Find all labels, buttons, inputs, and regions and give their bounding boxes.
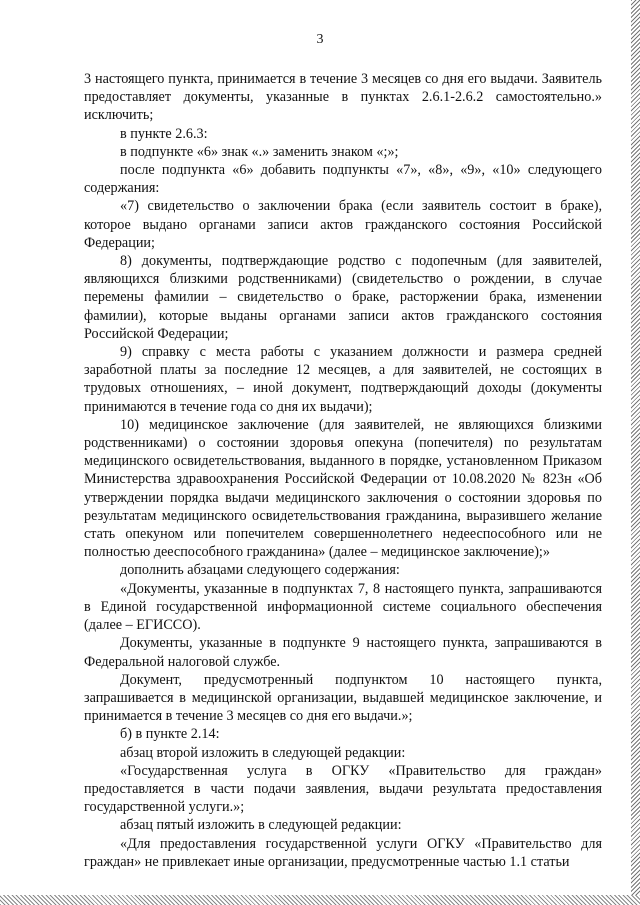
paragraph: 9) справку с места работы с указанием должности и размера средней заработной платы за последние 12 месяцев, а для заявителей, не состоящих в трудовых отношениях, – иной документ, подтверждающий доходы (документы принимаются в течение года со дня их выдачи); xyxy=(84,344,602,415)
paragraph: б) в пункте 2.14: xyxy=(120,726,220,743)
paragraph: «Документы, указанные в подпунктах 7, 8 настоящего пункта, запрашиваются в Единой государственной информационной системе социального обеспечения (далее – ЕГИССО). xyxy=(84,580,602,634)
paragraph: дополнить абзацами следующего содержания: xyxy=(120,562,400,579)
page-number: 3 xyxy=(316,32,324,47)
scan-edge-bottom xyxy=(0,895,640,905)
paragraph: Документ, предусмотренный подпунктом 10 настоящего пункта, запрашивается в медицинской организации, выдавшей медицинское заключение, и принимается в течение 3 месяцев со дня его выдачи.»; xyxy=(84,671,602,725)
paragraph: 3 настоящего пункта, принимается в течение 3 месяцев со дня его выдачи. Заявитель предоставляет документы, указанные в пунктах 2.6.1-2.6.2 самостоятельно.» исключить; xyxy=(84,71,602,124)
paragraph: в пункте 2.6.3: xyxy=(120,125,208,142)
scan-edge-right xyxy=(631,0,640,905)
paragraph: «7) свидетельство о заключении брака (если заявитель состоит в браке), которое выдано органами записи актов гражданского состояния Российской Федерации; xyxy=(84,198,602,251)
paragraph: после подпункта «6» добавить подпункты «7», «8», «9», «10» следующего содержания: xyxy=(84,162,602,197)
paragraph: в подпункте «6» знак «.» заменить знаком «;»; xyxy=(120,143,399,160)
paragraph: 10) медицинское заключение (для заявителей, не являющихся близкими родственниками) о состоянии здоровья опекуна (попечителя) по результатам медицинского освидетельствования, выданного в порядке, установленном Приказом Министерства здравоохранения Российской Федерации от 10.08.2020 № 823н «Об утверждении порядка выдачи медицинского заключения о состоянии здоровья по результатам медицинского освидетельствования гражданина, выразившего желание стать опекуном или попечителем совершеннолетнего недееспособного или не полностью дееспособного гражданина» (далее – медицинское заключение);» xyxy=(84,416,602,561)
paragraph: «Государственная услуга в ОГКУ «Правительство для граждан» предоставляется в части подачи заявления, выдачи результата предоставления государственной услуги.»; xyxy=(84,762,602,816)
paragraph: «Для предоставления государственной услуги ОГКУ «Правительство для граждан» не привлекает иные организации, предусмотренные частью 1.1 статьи xyxy=(84,835,602,870)
paragraph: 8) документы, подтверждающие родство с подопечным (для заявителей, являющихся близкими родственниками) (свидетельство о рождении, в случае перемены фамилии – свидетельство о браке, расторжении брака, изменении фамилии), которые выданы органами записи актов гражданского состояния Российской Федерации; xyxy=(84,253,602,342)
document-body xyxy=(84,70,602,871)
paragraph: абзац второй изложить в следующей редакции: xyxy=(120,744,406,761)
paragraph: Документы, указанные в подпункте 9 настоящего пункта, запрашиваются в Федеральной налоговой службе. xyxy=(84,635,602,670)
paragraph: абзац пятый изложить в следующей редакции: xyxy=(120,817,402,834)
